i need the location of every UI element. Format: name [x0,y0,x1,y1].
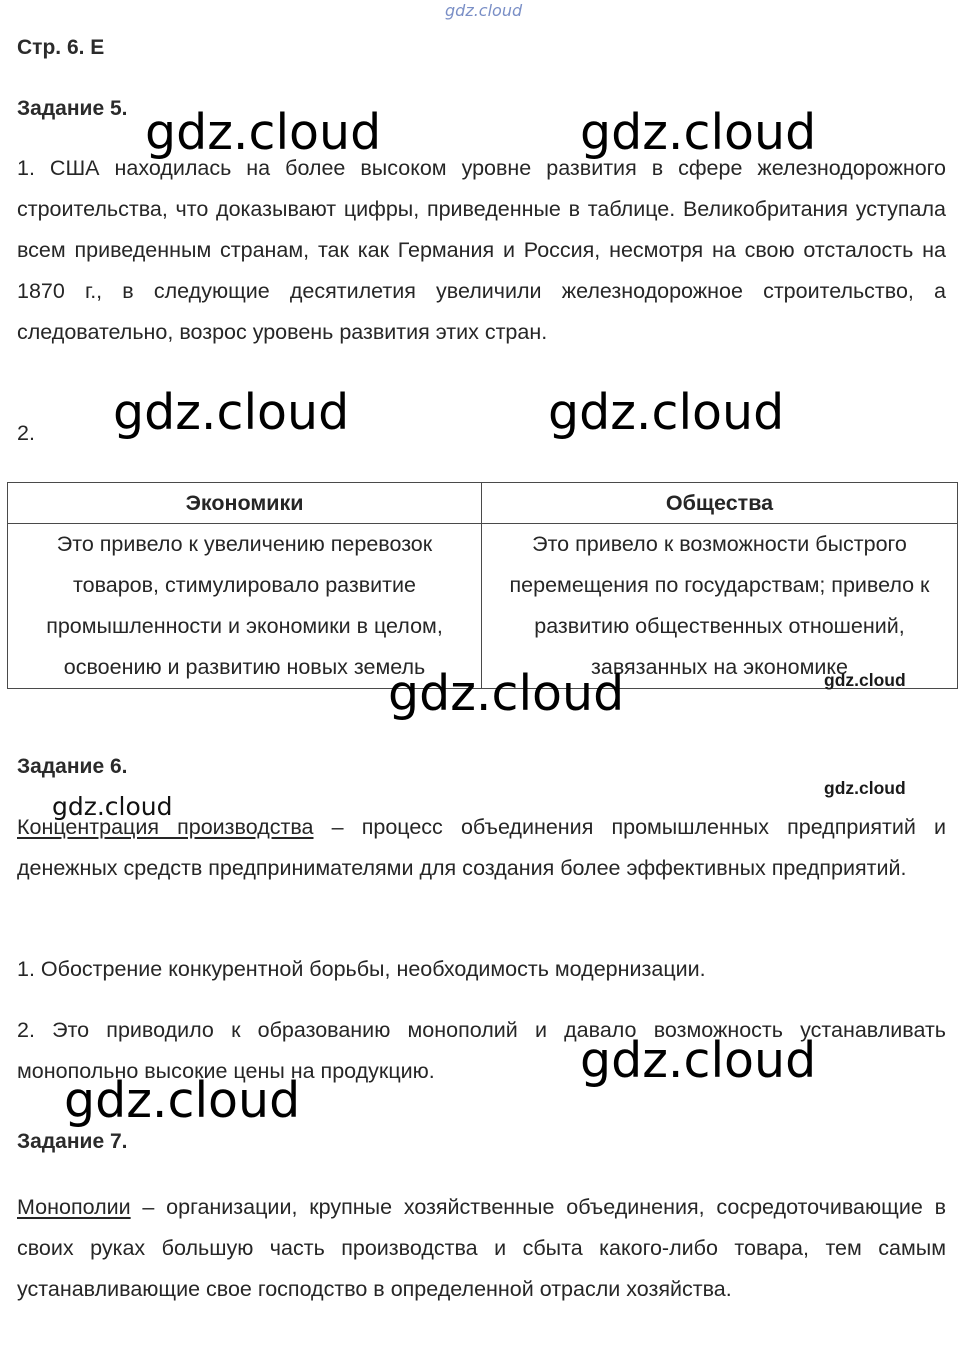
task6-term: Концентрация производства [17,815,314,839]
task5-heading: Задание 5. [17,97,128,120]
table-header-row [8,483,958,524]
task7-definition: – организации, крупные хозяйственные объединения, сосредоточивающие в своих руках большую часть производства и сбыта какого-либо товара, тем самым устанавливающие свое господство в определенной отрасли хозяйства. [17,1195,946,1301]
task5-item-2-number: 2. [17,421,35,445]
task6-item-1: 1. Обострение конкурентной борьбы, необходимость модернизации. [17,957,706,981]
table-row [8,524,958,689]
watermark-4: gdz.cloud [548,384,785,441]
task7-term: Монополии [17,1195,131,1219]
effects-table [7,482,958,689]
watermark-6: gdz.cloud [824,670,906,690]
task6-item-2: 2. Это приводило к образованию монополий и давало возможность устанавливать монопольно высокие цены на продукцию. [17,1018,946,1083]
table-header-society: Общества [482,483,958,524]
table-cell-economy: Это привело к увеличению перевозок товаров, стимулировало развитие промышленности и экономики в целом, освоению и развитию новых земель [8,524,482,689]
task6-heading: Задание 6. [17,755,128,778]
table-header-economy: Экономики [8,483,482,524]
page-label: Стр. 6. Е [17,36,105,59]
task5-paragraph-1: 1. США находилась на более высоком уровне развития в сфере железнодорожного строительства, что доказывают цифры, приведенные в таблице. Великобритания уступала всем приведенным странам, так как Германия и Россия, несмотря на свою отсталость на 1870 г., в следующие десятилетия увеличили железнодорожное строительство, а следовательно, возрос уровень развития этих стран. [17,156,946,344]
watermark-5: gdz.cloud [388,665,625,722]
watermark-8: gdz.cloud [52,792,173,821]
watermark-3: gdz.cloud [113,384,350,441]
watermark-2: gdz.cloud [580,104,817,161]
task7-definition-paragraph [17,1187,946,1310]
watermark-10: gdz.cloud [64,1072,301,1129]
task7-heading: Задание 7. [17,1130,128,1153]
table-cell-society: Это привело к возможности быстрого перемещения по государствам; привело к развитию общественных отношений, завязанных на экономике [482,524,958,689]
task6-definition: – процесс объединения промышленных предприятий и денежных средств предпринимателями для создания более эффективных предприятий. [17,815,946,880]
watermark-top: gdz.cloud [445,1,523,20]
watermark-9: gdz.cloud [580,1032,817,1089]
watermark-1: gdz.cloud [145,104,382,161]
watermark-7: gdz.cloud [824,778,906,798]
